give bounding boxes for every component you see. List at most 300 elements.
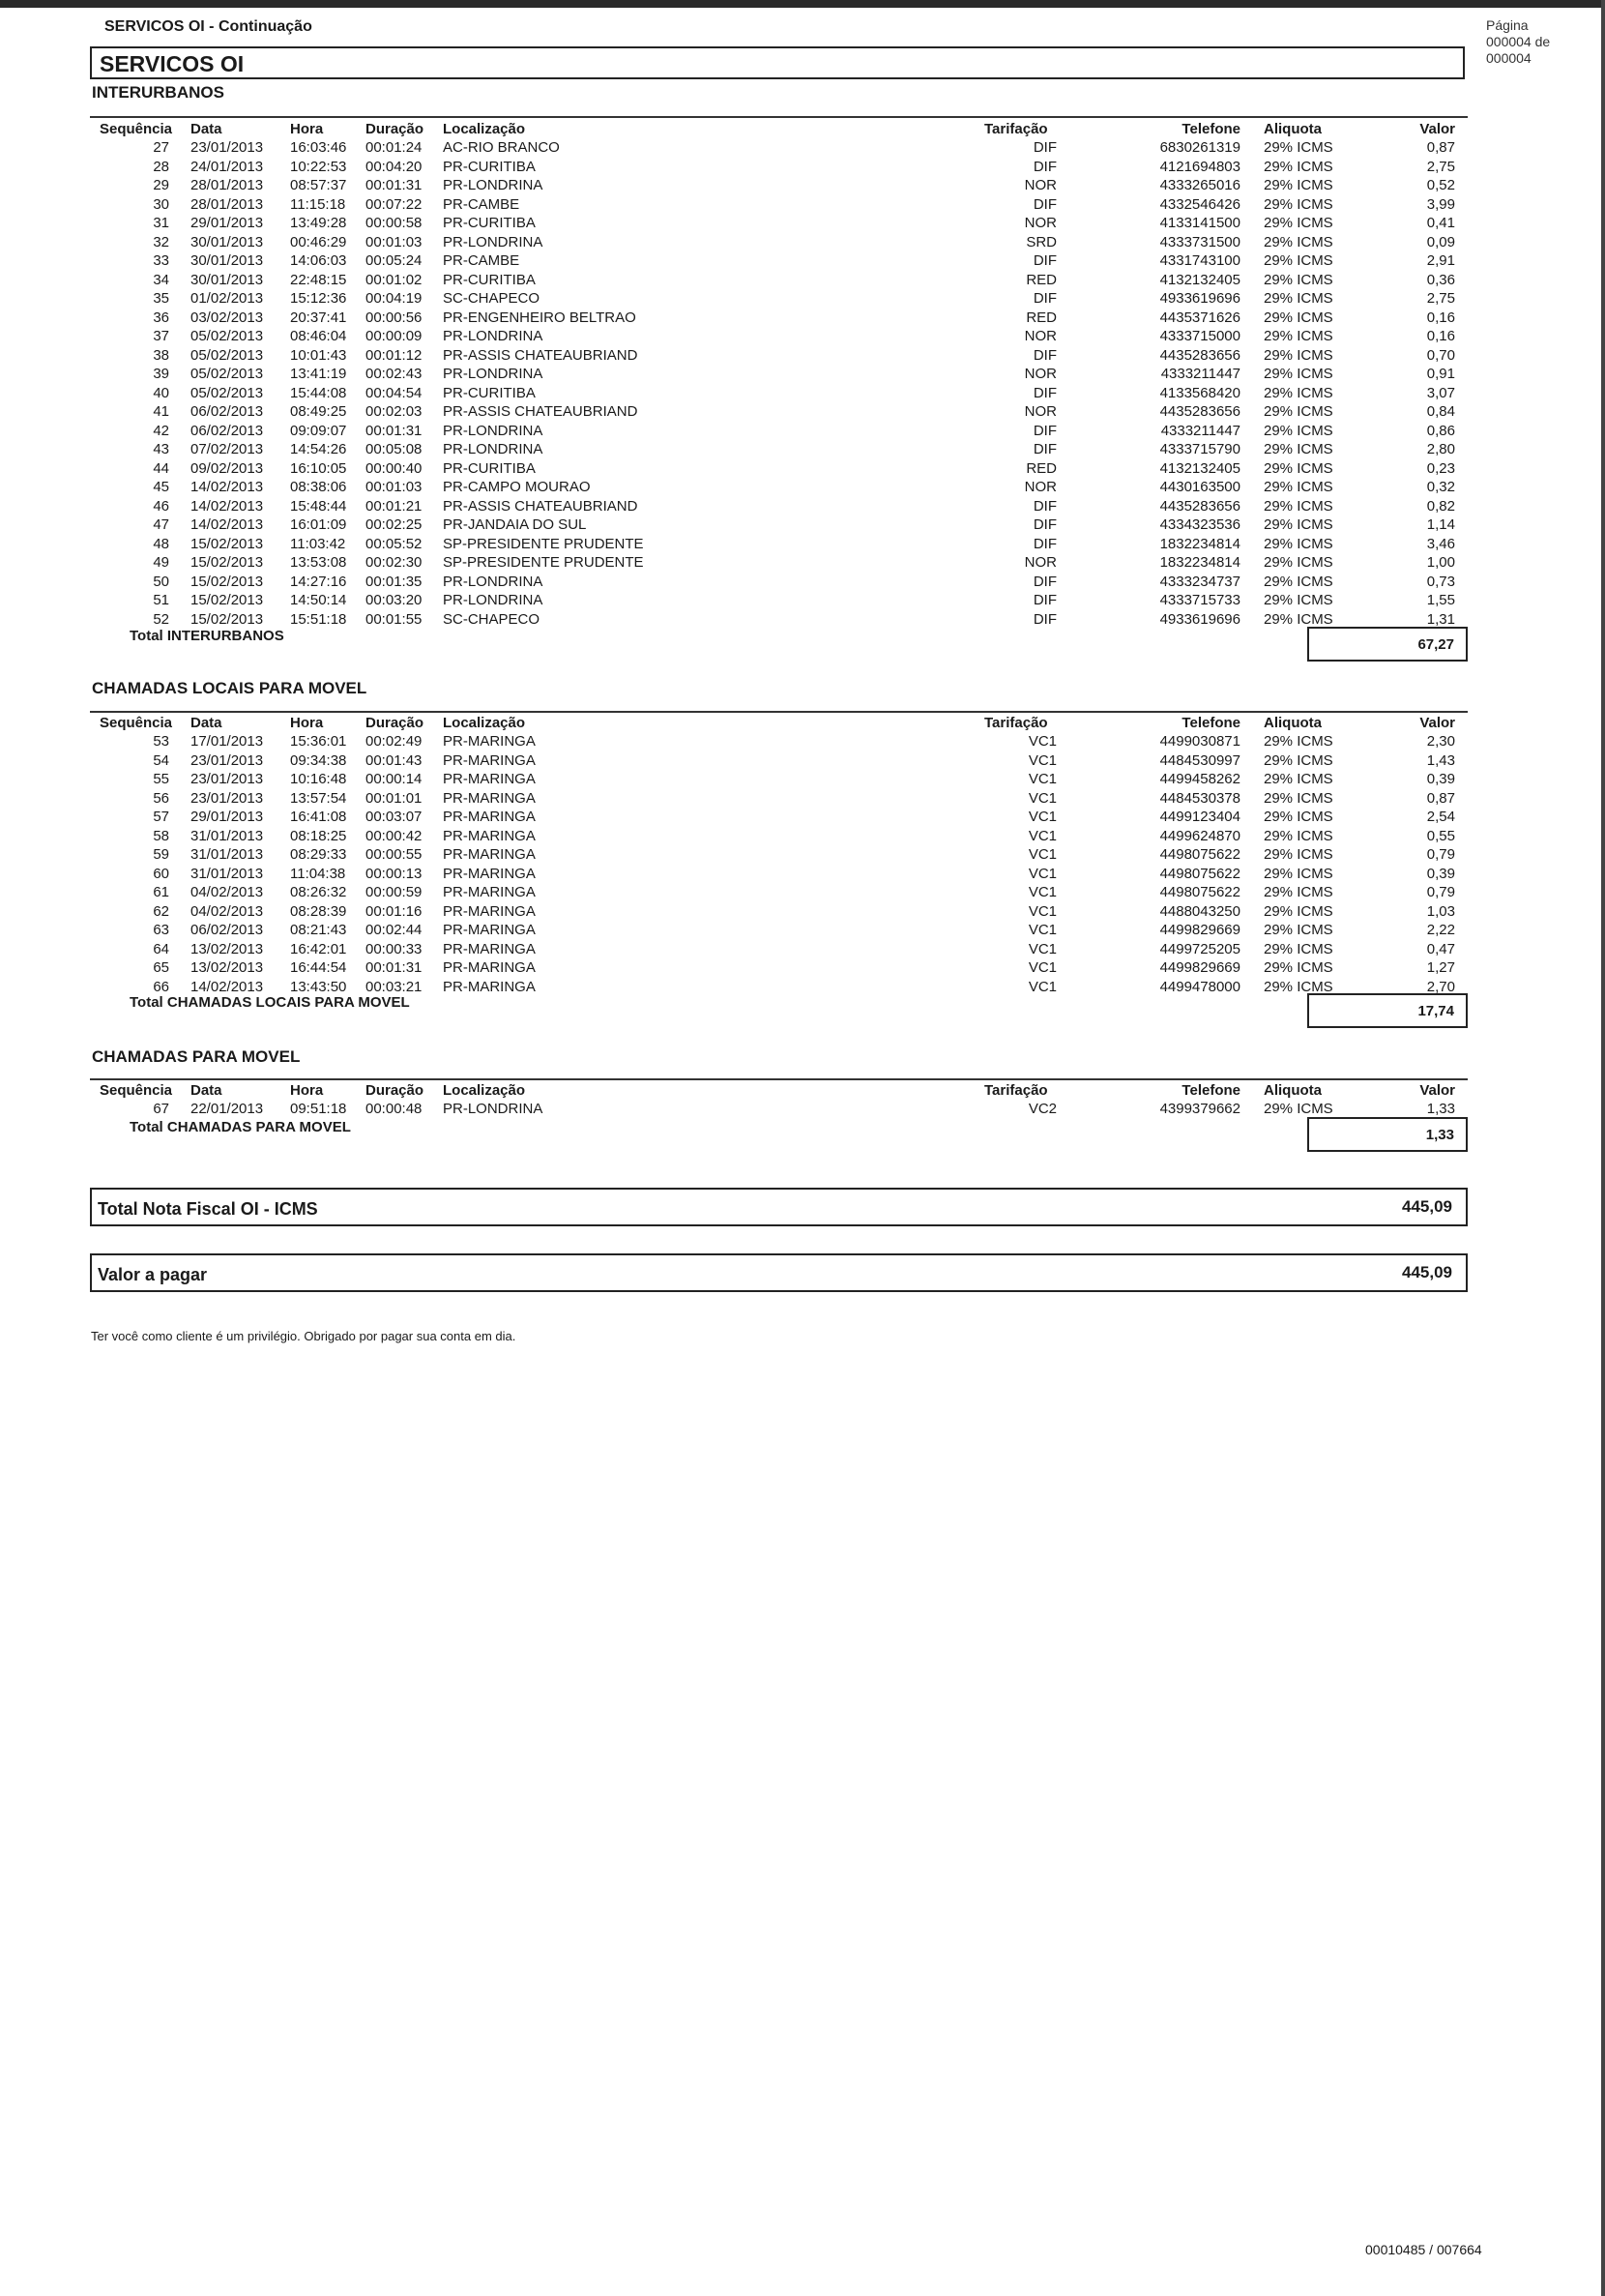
cell-hora: 08:18:25 bbox=[290, 827, 347, 844]
cell-valor: 2,75 bbox=[1426, 158, 1455, 175]
cell-localizacao: PR-CAMBE bbox=[443, 252, 520, 269]
cell-localizacao: PR-CURITIBA bbox=[443, 271, 536, 288]
cell-seq: 54 bbox=[153, 751, 169, 769]
cell-localizacao: PR-MARINGA bbox=[443, 789, 536, 807]
cell-aliquota: 29% ICMS bbox=[1264, 403, 1333, 420]
total-nota-fiscal-box bbox=[90, 1188, 1468, 1226]
cell-valor: 3,99 bbox=[1426, 195, 1455, 213]
cell-data: 31/01/2013 bbox=[190, 827, 264, 844]
cell-valor: 0,82 bbox=[1426, 497, 1455, 515]
cell-tarifacao: DIF bbox=[1033, 573, 1057, 590]
column-header-seq: Sequência bbox=[100, 715, 173, 731]
column-header-seq: Sequência bbox=[100, 121, 173, 137]
cell-telefone: 4333211447 bbox=[1160, 422, 1240, 439]
cell-data: 04/02/2013 bbox=[190, 902, 264, 920]
cell-hora: 08:21:43 bbox=[290, 922, 347, 938]
cell-duracao: 00:01:16 bbox=[365, 902, 423, 920]
table-row bbox=[0, 327, 1605, 345]
cell-telefone: 4499829669 bbox=[1159, 959, 1240, 976]
cell-hora: 15:51:18 bbox=[290, 610, 347, 628]
cell-valor: 1,33 bbox=[1426, 1101, 1455, 1117]
cell-tarifacao: DIF bbox=[1033, 516, 1057, 533]
cell-valor: 0,84 bbox=[1426, 403, 1455, 420]
cell-data: 31/01/2013 bbox=[190, 846, 264, 863]
cell-data: 06/02/2013 bbox=[190, 403, 264, 420]
cell-aliquota: 29% ICMS bbox=[1264, 233, 1333, 250]
cell-aliquota: 29% ICMS bbox=[1264, 309, 1333, 326]
cell-data: 28/01/2013 bbox=[190, 195, 264, 213]
cell-hora: 15:44:08 bbox=[290, 384, 347, 401]
cell-aliquota: 29% ICMS bbox=[1264, 215, 1333, 231]
cell-tarifacao: VC1 bbox=[1028, 959, 1057, 976]
cell-aliquota: 29% ICMS bbox=[1264, 346, 1333, 364]
cell-data: 31/01/2013 bbox=[190, 865, 264, 882]
cell-seq: 31 bbox=[153, 215, 169, 231]
cell-localizacao: PR-CURITIBA bbox=[443, 158, 536, 175]
table-row bbox=[0, 770, 1605, 788]
cell-duracao: 00:01:21 bbox=[365, 497, 423, 515]
section-total-box bbox=[1307, 993, 1468, 1028]
cell-aliquota: 29% ICMS bbox=[1264, 573, 1333, 590]
table-row bbox=[0, 158, 1605, 176]
cell-hora: 20:37:41 bbox=[290, 309, 347, 326]
cell-localizacao: SC-CHAPECO bbox=[443, 290, 540, 307]
cell-telefone: 4498075622 bbox=[1159, 846, 1240, 863]
cell-aliquota: 29% ICMS bbox=[1264, 827, 1333, 844]
cell-seq: 56 bbox=[153, 789, 169, 807]
cell-duracao: 00:00:14 bbox=[365, 771, 423, 787]
cell-duracao: 00:01:12 bbox=[365, 346, 423, 364]
cell-valor: 1,27 bbox=[1426, 959, 1455, 976]
cell-tarifacao: NOR bbox=[1024, 366, 1057, 382]
section-total-value: 17,74 bbox=[1417, 1003, 1454, 1019]
cell-duracao: 00:01:35 bbox=[365, 573, 423, 590]
cell-hora: 15:48:44 bbox=[290, 497, 347, 515]
cell-data: 06/02/2013 bbox=[190, 422, 264, 439]
cell-hora: 14:54:26 bbox=[290, 441, 347, 457]
cell-hora: 08:57:37 bbox=[290, 177, 347, 193]
cell-seq: 29 bbox=[153, 177, 169, 193]
cell-seq: 39 bbox=[153, 366, 169, 382]
cell-tarifacao: VC1 bbox=[1028, 865, 1057, 882]
cell-localizacao: SP-PRESIDENTE PRUDENTE bbox=[443, 535, 644, 552]
table-row bbox=[0, 610, 1605, 629]
cell-seq: 62 bbox=[153, 902, 169, 920]
cell-telefone: 4499725205 bbox=[1159, 940, 1240, 957]
cell-aliquota: 29% ICMS bbox=[1264, 959, 1333, 976]
cell-localizacao: PR-LONDRINA bbox=[443, 592, 543, 608]
cell-localizacao: PR-JANDAIA DO SUL bbox=[443, 516, 587, 533]
cell-valor: 3,46 bbox=[1426, 535, 1455, 552]
cell-hora: 08:26:32 bbox=[290, 884, 347, 900]
cell-hora: 16:41:08 bbox=[290, 809, 347, 825]
table-row bbox=[0, 865, 1605, 883]
cell-valor: 0,36 bbox=[1426, 271, 1455, 288]
cell-seq: 55 bbox=[153, 771, 169, 787]
cell-duracao: 00:01:03 bbox=[365, 233, 423, 250]
cell-data: 15/02/2013 bbox=[190, 554, 264, 571]
cell-hora: 15:36:01 bbox=[290, 733, 347, 750]
cell-aliquota: 29% ICMS bbox=[1264, 771, 1333, 787]
cell-valor: 0,32 bbox=[1426, 479, 1455, 495]
table-row bbox=[0, 902, 1605, 921]
cell-hora: 16:10:05 bbox=[290, 459, 347, 477]
table-row bbox=[0, 214, 1605, 232]
cell-telefone: 4498075622 bbox=[1159, 884, 1240, 900]
table-row bbox=[0, 827, 1605, 845]
cell-duracao: 00:01:55 bbox=[365, 610, 423, 628]
cell-tarifacao: VC1 bbox=[1028, 922, 1057, 938]
table-row bbox=[0, 883, 1605, 901]
column-header-seq: Sequência bbox=[100, 1082, 173, 1099]
column-header-telefone: Telefone bbox=[1182, 715, 1240, 731]
cell-aliquota: 29% ICMS bbox=[1264, 516, 1333, 533]
cell-telefone: 4399379662 bbox=[1159, 1101, 1240, 1117]
column-header-data: Data bbox=[190, 121, 222, 137]
cell-telefone: 4435371626 bbox=[1159, 309, 1240, 326]
cell-telefone: 4933619696 bbox=[1159, 610, 1240, 628]
cell-telefone: 4435283656 bbox=[1159, 346, 1240, 364]
cell-seq: 66 bbox=[153, 978, 169, 995]
cell-data: 30/01/2013 bbox=[190, 233, 264, 250]
cell-duracao: 00:04:19 bbox=[365, 290, 423, 307]
cell-data: 30/01/2013 bbox=[190, 252, 264, 269]
section-total-box bbox=[1307, 1117, 1468, 1152]
cell-telefone: 4499030871 bbox=[1159, 733, 1240, 750]
cell-aliquota: 29% ICMS bbox=[1264, 978, 1333, 995]
section-heading: CHAMADAS LOCAIS PARA MOVEL bbox=[92, 679, 367, 697]
cell-telefone: 4132132405 bbox=[1159, 459, 1240, 477]
cell-valor: 0,16 bbox=[1426, 328, 1455, 344]
table-row bbox=[0, 497, 1605, 515]
cell-aliquota: 29% ICMS bbox=[1264, 922, 1333, 938]
cell-seq: 30 bbox=[153, 195, 169, 213]
cell-telefone: 4499458262 bbox=[1159, 771, 1240, 787]
cell-aliquota: 29% ICMS bbox=[1264, 1101, 1333, 1117]
page-current: 000004 de bbox=[1486, 34, 1551, 49]
cell-aliquota: 29% ICMS bbox=[1264, 497, 1333, 515]
column-header-localizacao: Localização bbox=[443, 1082, 526, 1099]
cell-data: 06/02/2013 bbox=[190, 922, 264, 938]
cell-valor: 2,22 bbox=[1426, 922, 1455, 938]
cell-seq: 47 bbox=[153, 516, 169, 533]
cell-telefone: 4333715733 bbox=[1159, 592, 1240, 608]
cell-localizacao: PR-ENGENHEIRO BELTRAO bbox=[443, 309, 636, 326]
table-row bbox=[0, 535, 1605, 553]
table-row bbox=[0, 346, 1605, 365]
cell-aliquota: 29% ICMS bbox=[1264, 479, 1333, 495]
table-header-row bbox=[0, 714, 1605, 732]
cell-aliquota: 29% ICMS bbox=[1264, 366, 1333, 382]
cell-seq: 50 bbox=[153, 573, 169, 590]
cell-data: 23/01/2013 bbox=[190, 771, 264, 787]
cell-data: 15/02/2013 bbox=[190, 610, 264, 628]
cell-duracao: 00:01:03 bbox=[365, 479, 423, 495]
cell-localizacao: PR-LONDRINA bbox=[443, 366, 543, 382]
cell-data: 23/01/2013 bbox=[190, 789, 264, 807]
page-label: Página bbox=[1486, 17, 1529, 33]
cell-telefone: 4435283656 bbox=[1159, 497, 1240, 515]
cell-tarifacao: DIF bbox=[1033, 535, 1057, 552]
cell-aliquota: 29% ICMS bbox=[1264, 902, 1333, 920]
column-header-duracao: Duração bbox=[365, 715, 424, 731]
column-header-telefone: Telefone bbox=[1182, 121, 1240, 137]
cell-valor: 1,00 bbox=[1426, 554, 1455, 571]
cell-tarifacao: VC1 bbox=[1028, 771, 1057, 787]
cell-telefone: 4334323536 bbox=[1159, 516, 1240, 533]
table-row bbox=[0, 808, 1605, 826]
cell-tarifacao: NOR bbox=[1024, 403, 1057, 420]
column-header-aliquota: Aliquota bbox=[1264, 715, 1322, 731]
cell-telefone: 4333211447 bbox=[1160, 366, 1240, 382]
cell-duracao: 00:01:01 bbox=[365, 789, 423, 807]
cell-valor: 0,41 bbox=[1426, 215, 1455, 231]
table-row bbox=[0, 195, 1605, 214]
cell-telefone: 4333265016 bbox=[1159, 177, 1240, 193]
cell-aliquota: 29% ICMS bbox=[1264, 884, 1333, 900]
cell-data: 04/02/2013 bbox=[190, 884, 264, 900]
cell-localizacao: PR-LONDRINA bbox=[443, 573, 543, 590]
cell-duracao: 00:02:30 bbox=[365, 554, 423, 571]
cell-seq: 41 bbox=[153, 403, 169, 420]
cell-seq: 44 bbox=[153, 459, 169, 477]
cell-data: 15/02/2013 bbox=[190, 535, 264, 552]
cell-data: 23/01/2013 bbox=[190, 751, 264, 769]
column-header-data: Data bbox=[190, 715, 222, 731]
cell-hora: 08:46:04 bbox=[290, 328, 347, 344]
cell-tarifacao: VC1 bbox=[1028, 733, 1057, 750]
cell-seq: 43 bbox=[153, 441, 169, 457]
cell-seq: 58 bbox=[153, 827, 169, 844]
cell-telefone: 4333715790 bbox=[1159, 441, 1240, 457]
cell-localizacao: PR-MARINGA bbox=[443, 865, 536, 882]
section-total-label: Total CHAMADAS LOCAIS PARA MOVEL bbox=[130, 994, 410, 1011]
cell-tarifacao: RED bbox=[1026, 309, 1057, 326]
cell-localizacao: PR-MARINGA bbox=[443, 771, 536, 787]
cell-seq: 64 bbox=[153, 940, 169, 957]
cell-duracao: 00:02:03 bbox=[365, 403, 423, 420]
cell-duracao: 00:01:43 bbox=[365, 751, 423, 769]
cell-localizacao: PR-MARINGA bbox=[443, 733, 536, 750]
cell-tarifacao: VC2 bbox=[1028, 1101, 1057, 1117]
table-row bbox=[0, 384, 1605, 402]
cell-tarifacao: DIF bbox=[1033, 252, 1057, 269]
cell-aliquota: 29% ICMS bbox=[1264, 195, 1333, 213]
cell-seq: 40 bbox=[153, 384, 169, 401]
cell-hora: 10:16:48 bbox=[290, 771, 347, 787]
cell-duracao: 00:02:25 bbox=[365, 516, 423, 533]
cell-localizacao: PR-MARINGA bbox=[443, 751, 536, 769]
cell-hora: 10:22:53 bbox=[290, 158, 347, 175]
cell-aliquota: 29% ICMS bbox=[1264, 610, 1333, 628]
cell-localizacao: PR-MARINGA bbox=[443, 940, 536, 957]
cell-duracao: 00:00:56 bbox=[365, 309, 423, 326]
cell-localizacao: PR-MARINGA bbox=[443, 846, 536, 863]
table-row bbox=[0, 459, 1605, 478]
cell-tarifacao: DIF bbox=[1033, 384, 1057, 401]
column-header-hora: Hora bbox=[290, 715, 324, 731]
cell-valor: 0,87 bbox=[1426, 139, 1455, 156]
cell-telefone: 4133568420 bbox=[1159, 384, 1240, 401]
cell-data: 05/02/2013 bbox=[190, 366, 264, 382]
cell-hora: 13:43:50 bbox=[290, 978, 347, 995]
table-row bbox=[0, 402, 1605, 421]
table-row bbox=[0, 573, 1605, 591]
cell-seq: 36 bbox=[153, 309, 169, 326]
cell-tarifacao: SRD bbox=[1026, 233, 1057, 250]
total-nota-fiscal-value: 445,09 bbox=[1402, 1197, 1452, 1216]
cell-tarifacao: VC1 bbox=[1028, 846, 1057, 863]
cell-duracao: 00:00:42 bbox=[365, 827, 423, 844]
cell-duracao: 00:01:31 bbox=[365, 422, 423, 439]
column-header-duracao: Duração bbox=[365, 121, 424, 137]
cell-seq: 45 bbox=[153, 479, 169, 495]
cell-seq: 59 bbox=[153, 846, 169, 863]
cell-data: 24/01/2013 bbox=[190, 158, 264, 175]
cell-duracao: 00:04:20 bbox=[365, 158, 423, 175]
cell-hora: 15:12:36 bbox=[290, 290, 347, 307]
cell-tarifacao: VC1 bbox=[1028, 827, 1057, 844]
cell-hora: 08:29:33 bbox=[290, 846, 347, 863]
cell-aliquota: 29% ICMS bbox=[1264, 940, 1333, 957]
cell-duracao: 00:00:40 bbox=[365, 459, 423, 477]
cell-data: 03/02/2013 bbox=[190, 309, 264, 326]
section-divider bbox=[90, 711, 1468, 713]
cell-localizacao: PR-MARINGA bbox=[443, 902, 536, 920]
table-row bbox=[0, 958, 1605, 977]
table-row bbox=[0, 251, 1605, 270]
cell-tarifacao: RED bbox=[1026, 459, 1057, 477]
cell-aliquota: 29% ICMS bbox=[1264, 139, 1333, 156]
section-total-value: 1,33 bbox=[1425, 1127, 1454, 1143]
cell-hora: 14:06:03 bbox=[290, 252, 347, 269]
table-row bbox=[0, 440, 1605, 458]
cell-tarifacao: NOR bbox=[1024, 479, 1057, 495]
cell-aliquota: 29% ICMS bbox=[1264, 271, 1333, 288]
cell-data: 30/01/2013 bbox=[190, 271, 264, 288]
column-header-tarifacao: Tarifação bbox=[984, 715, 1048, 731]
cell-aliquota: 29% ICMS bbox=[1264, 158, 1333, 175]
cell-telefone: 4933619696 bbox=[1159, 290, 1240, 307]
cell-localizacao: PR-MARINGA bbox=[443, 922, 536, 938]
cell-valor: 0,73 bbox=[1426, 573, 1455, 590]
cell-telefone: 4430163500 bbox=[1159, 479, 1240, 495]
cell-tarifacao: DIF bbox=[1033, 290, 1057, 307]
column-header-telefone: Telefone bbox=[1182, 1082, 1240, 1099]
table-row bbox=[0, 940, 1605, 958]
table-row bbox=[0, 138, 1605, 157]
cell-duracao: 00:02:43 bbox=[365, 366, 423, 382]
cell-valor: 0,79 bbox=[1426, 884, 1455, 900]
cell-valor: 0,86 bbox=[1426, 422, 1455, 439]
section-title-box bbox=[90, 46, 1465, 79]
column-header-tarifacao: Tarifação bbox=[984, 121, 1048, 137]
column-header-localizacao: Localização bbox=[443, 715, 526, 731]
cell-data: 13/02/2013 bbox=[190, 959, 264, 976]
table-row bbox=[0, 271, 1605, 289]
cell-tarifacao: NOR bbox=[1024, 215, 1057, 231]
cell-hora: 16:01:09 bbox=[290, 516, 347, 533]
cell-localizacao: PR-LONDRINA bbox=[443, 441, 543, 457]
cell-telefone: 6830261319 bbox=[1159, 139, 1240, 156]
cell-aliquota: 29% ICMS bbox=[1264, 789, 1333, 807]
cell-data: 29/01/2013 bbox=[190, 215, 264, 231]
cell-telefone: 4488043250 bbox=[1159, 902, 1240, 920]
column-header-valor: Valor bbox=[1419, 715, 1455, 731]
table-row bbox=[0, 289, 1605, 308]
page-total: 000004 bbox=[1486, 50, 1532, 66]
cell-localizacao: PR-CURITIBA bbox=[443, 215, 536, 231]
cell-localizacao: SP-PRESIDENTE PRUDENTE bbox=[443, 554, 644, 571]
cell-valor: 1,31 bbox=[1426, 610, 1455, 628]
cell-tarifacao: NOR bbox=[1024, 554, 1057, 571]
cell-aliquota: 29% ICMS bbox=[1264, 252, 1333, 269]
cell-seq: 63 bbox=[153, 922, 169, 938]
cell-duracao: 00:03:20 bbox=[365, 592, 423, 608]
cell-telefone: 4499624870 bbox=[1159, 827, 1240, 844]
cell-data: 14/02/2013 bbox=[190, 516, 264, 533]
cell-seq: 35 bbox=[153, 290, 169, 307]
cell-telefone: 4499829669 bbox=[1159, 922, 1240, 938]
section-divider bbox=[90, 116, 1468, 118]
cell-seq: 27 bbox=[153, 139, 169, 156]
cell-seq: 42 bbox=[153, 422, 169, 439]
cell-hora: 10:01:43 bbox=[290, 346, 347, 364]
cell-duracao: 00:02:49 bbox=[365, 733, 423, 750]
cell-valor: 0,55 bbox=[1426, 827, 1455, 844]
cell-hora: 16:03:46 bbox=[290, 139, 347, 156]
cell-duracao: 00:00:55 bbox=[365, 846, 423, 863]
cell-tarifacao: VC1 bbox=[1028, 884, 1057, 900]
cell-hora: 22:48:15 bbox=[290, 271, 347, 288]
cell-localizacao: PR-MARINGA bbox=[443, 827, 536, 844]
cell-seq: 65 bbox=[153, 959, 169, 976]
cell-telefone: 4499123404 bbox=[1159, 809, 1240, 825]
cell-data: 14/02/2013 bbox=[190, 497, 264, 515]
cell-valor: 1,43 bbox=[1426, 751, 1455, 769]
cell-data: 23/01/2013 bbox=[190, 139, 264, 156]
table-row bbox=[0, 176, 1605, 194]
cell-hora: 13:49:28 bbox=[290, 215, 347, 231]
cell-seq: 28 bbox=[153, 158, 169, 175]
cell-valor: 1,14 bbox=[1426, 516, 1455, 533]
table-row bbox=[0, 365, 1605, 383]
continuation-heading: SERVICOS OI - Continuação bbox=[104, 18, 312, 35]
cell-data: 14/02/2013 bbox=[190, 978, 264, 995]
cell-duracao: 00:00:59 bbox=[365, 884, 423, 900]
cell-localizacao: PR-MARINGA bbox=[443, 884, 536, 900]
cell-localizacao: PR-LONDRINA bbox=[443, 177, 543, 193]
cell-tarifacao: VC1 bbox=[1028, 978, 1057, 995]
table-header-row bbox=[0, 120, 1605, 138]
cell-tarifacao: DIF bbox=[1033, 497, 1057, 515]
total-nota-fiscal-label: Total Nota Fiscal OI - ICMS bbox=[98, 1199, 318, 1219]
cell-valor: 1,03 bbox=[1426, 902, 1455, 920]
cell-data: 09/02/2013 bbox=[190, 459, 264, 477]
cell-hora: 08:28:39 bbox=[290, 902, 347, 920]
cell-telefone: 4121694803 bbox=[1159, 158, 1240, 175]
cell-localizacao: PR-MARINGA bbox=[443, 809, 536, 825]
cell-valor: 0,23 bbox=[1426, 459, 1455, 477]
cell-telefone: 4484530997 bbox=[1159, 751, 1240, 769]
cell-tarifacao: VC1 bbox=[1028, 940, 1057, 957]
cell-aliquota: 29% ICMS bbox=[1264, 328, 1333, 344]
cell-localizacao: PR-LONDRINA bbox=[443, 422, 543, 439]
cell-telefone: 4332546426 bbox=[1159, 195, 1240, 213]
cell-duracao: 00:04:54 bbox=[365, 384, 423, 401]
table-row bbox=[0, 591, 1605, 609]
cell-duracao: 00:02:44 bbox=[365, 922, 423, 938]
